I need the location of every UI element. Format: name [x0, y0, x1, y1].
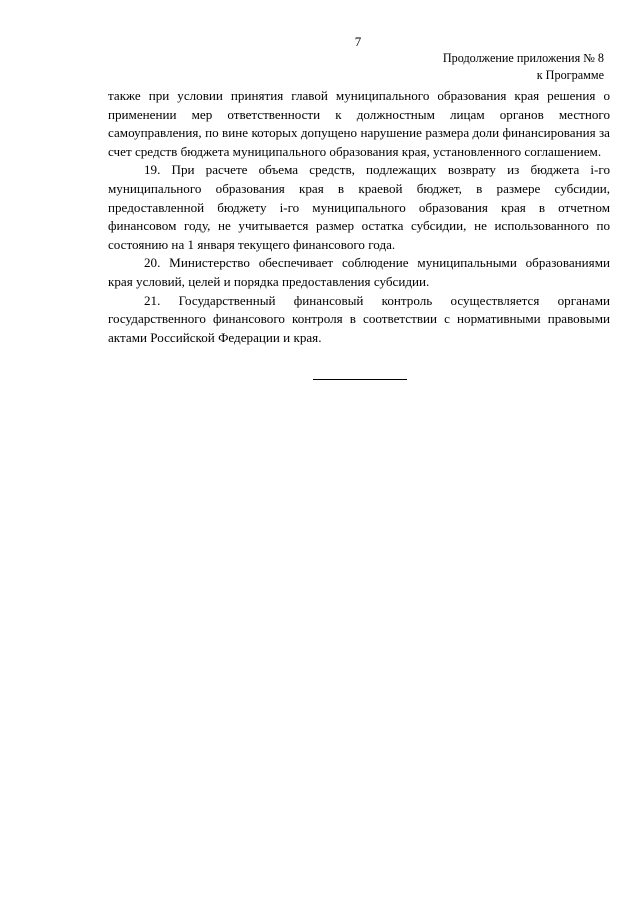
page-number: 7: [354, 34, 362, 49]
paragraph-continuation: также при условии принятия главой муниципального образования края решения о применении мер ответственности к должностным лицам органов местного самоуправления, по вине которых допущено нарушение размера доли финансирования за счет средств бюджета муниципального образования края, установленного соглашением.: [108, 88, 610, 159]
paragraph-19: 19. При расчете объема средств, подлежащих возврату из бюджета i-го муниципального образования края в краевой бюджет, в размере субсидии, предоставленной бюджету i-го муниципального образования края в отчетном финансовом году, не учитывается размер остатка субсидии, не использованного по состоянию на 1 января текущего финансового года.: [108, 162, 610, 252]
paragraph-21: 21. Государственный финансовый контроль осуществляется органами государственного финансового контроля в соответствии с нормативными правовыми актами Российской Федерации и края.: [108, 292, 610, 345]
appendix-title: Продолжение приложения № 8: [442, 51, 604, 65]
paragraph-20: 20. Министерство обеспечивает соблюдение муниципальными образованиями края условий, целей и порядка предоставления субсидии.: [108, 255, 610, 289]
appendix-header: [404, 50, 604, 84]
end-separator-line: [313, 379, 407, 380]
appendix-subtitle: к Программе: [536, 68, 604, 82]
document-body: [108, 87, 610, 347]
